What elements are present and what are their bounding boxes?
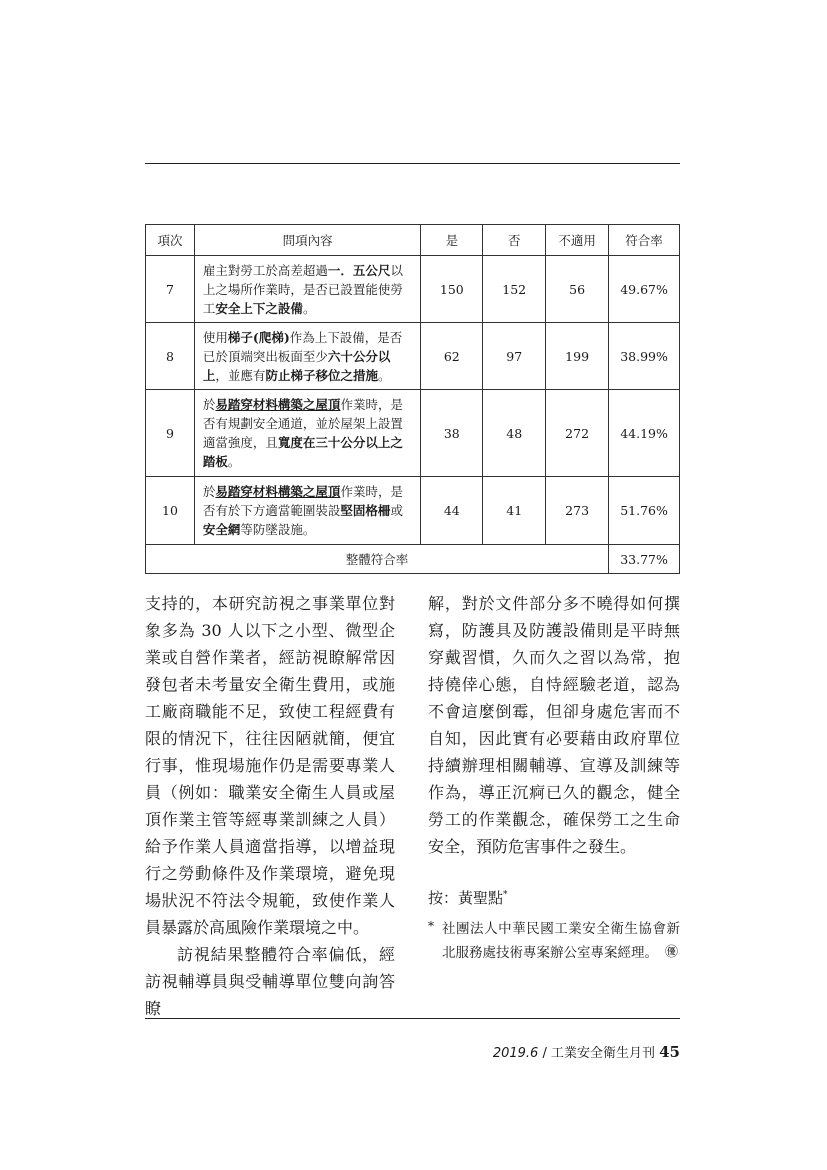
na-count: 272 xyxy=(546,390,609,477)
compliance-rate: 38.99% xyxy=(609,323,680,390)
body-column-left xyxy=(145,590,395,1022)
no-count: 152 xyxy=(483,256,546,323)
footer-rule xyxy=(145,1018,680,1019)
yes-count: 44 xyxy=(421,477,483,545)
yes-count: 62 xyxy=(421,323,483,390)
emphasis-bold: 安全網 xyxy=(202,522,241,537)
no-count: 97 xyxy=(483,323,546,390)
emphasis-bold: 六十公分以上 xyxy=(202,348,391,383)
col-header-rate: 符合率 xyxy=(609,225,680,256)
total-row xyxy=(146,545,680,574)
page-footer xyxy=(493,1042,680,1061)
col-header-yes: 是 xyxy=(421,225,483,256)
question-text: 使用梯子(爬梯)作為上下設備，是否已於頂端突出板面至少六十公分以上，並應有防止梯子移位之措施。 xyxy=(194,323,420,390)
col-header-no: 否 xyxy=(483,225,546,256)
col-header-item-no: 項次 xyxy=(146,225,195,256)
na-count: 199 xyxy=(546,323,609,390)
compliance-rate: 51.76% xyxy=(609,477,680,545)
emphasis-bold: 一．五公尺 xyxy=(327,262,391,278)
table-row xyxy=(146,477,680,545)
emphasis-bold: 寬度在三十公分以上之踏板 xyxy=(202,435,403,469)
body-column-right xyxy=(428,590,680,965)
item-no: 10 xyxy=(146,477,195,545)
table-body xyxy=(146,256,680,574)
author-line xyxy=(428,884,680,909)
table-row xyxy=(146,323,680,390)
author-footnote xyxy=(428,917,680,965)
yes-count: 150 xyxy=(421,256,483,323)
no-count: 48 xyxy=(483,390,546,477)
header-rule xyxy=(145,163,680,164)
question-text: 於易踏穿材料構築之屋頂作業時，是否有於下方適當範圍裝設堅固格柵或安全網等防墜設施。 xyxy=(194,477,420,545)
emphasis-underlined: 易踏穿材料構築之屋頂 xyxy=(215,484,341,499)
emphasis-underlined: 易踏穿材料構築之屋頂 xyxy=(215,397,341,412)
page-number: 45 xyxy=(659,1043,680,1061)
survey-table xyxy=(145,224,680,574)
table-header-row xyxy=(146,225,680,256)
question-text: 於易踏穿材料構築之屋頂作業時，是否有規劃安全通道，並於屋架上設置適當強度，且寬度在三十公分以上之踏板。 xyxy=(194,390,420,477)
question-text: 雇主對勞工於高差超過一．五公尺以上之場所作業時，是否已設置能使勞工安全上下之設備。 xyxy=(194,256,420,323)
item-no: 7 xyxy=(146,256,195,323)
emphasis-bold: 安全上下之設備 xyxy=(215,300,303,316)
no-count: 41 xyxy=(483,477,546,545)
table-row xyxy=(146,390,680,477)
footer-separator: / xyxy=(538,1046,551,1061)
emphasis-bold: 防止梯子移位之措施 xyxy=(265,367,378,383)
yes-count: 38 xyxy=(421,390,483,477)
footnote-text: 社團法人中華民國工業安全衛生協會新北服務處技術專案辦公室專案經理。 xyxy=(442,921,680,961)
journal-name: 工業安全衛生月刊 xyxy=(550,1046,655,1061)
compliance-rate: 49.67% xyxy=(609,256,680,323)
issue-date: 2019.6 xyxy=(492,1046,539,1061)
total-label: 整體符合率 xyxy=(146,545,609,574)
footnote-mark: * xyxy=(428,919,434,933)
author-footnote-ref: * xyxy=(503,890,508,900)
table-row xyxy=(146,256,680,323)
na-count: 56 xyxy=(546,256,609,323)
author-name: 按：黃聖點 xyxy=(428,889,504,907)
total-rate: 33.77% xyxy=(609,545,680,574)
item-no: 9 xyxy=(146,390,195,477)
body-paragraph: 支持的，本研究訪視之事業單位對象多為 30 人以下之小型、微型企業或自營作業者，經訪視瞭解常因發包者未考量安全衛生費用，或施工廠商職能不足，致使工程經費有限的情況下，往往因陋就簡，便宜行事，惟現場施作仍是需要專業人員（例如：職業安全衛生人員或屋頂作業主管等經專業訓練之人員）給予作業人員適當指導，以增益現行之勞動條件及作業環境，避免現場狀況不符法令規範，致使作業人員暴露於高風險作業環境之中。 xyxy=(145,594,395,937)
end-mark-icon: ㊝ xyxy=(664,945,678,960)
col-header-question: 問項內容 xyxy=(194,225,420,256)
body-paragraph: 解，對於文件部分多不曉得如何撰寫，防護具及防護設備則是平時無穿戴習慣，久而久之習以為常，抱持僥倖心態，自恃經驗老道，認為不會這麼倒霉，但卻身處危害而不自知，因此實有必要藉由政府單位持續辦理相關輔導、宣導及訓練等作為，導正沉痾已久的觀念，健全勞工的作業觀念，確保勞工之生命安全，預防危害事件之發生。 xyxy=(428,594,680,856)
emphasis-bold: 堅固格柵 xyxy=(340,503,391,518)
body-paragraph: 訪視結果整體符合率偏低，經訪視輔導員與受輔導單位雙向詢答瞭 xyxy=(145,945,395,1018)
compliance-rate: 44.19% xyxy=(609,390,680,477)
emphasis-bold: 梯子(爬梯) xyxy=(227,329,290,345)
col-header-na: 不適用 xyxy=(546,225,609,256)
item-no: 8 xyxy=(146,323,195,390)
na-count: 273 xyxy=(546,477,609,545)
